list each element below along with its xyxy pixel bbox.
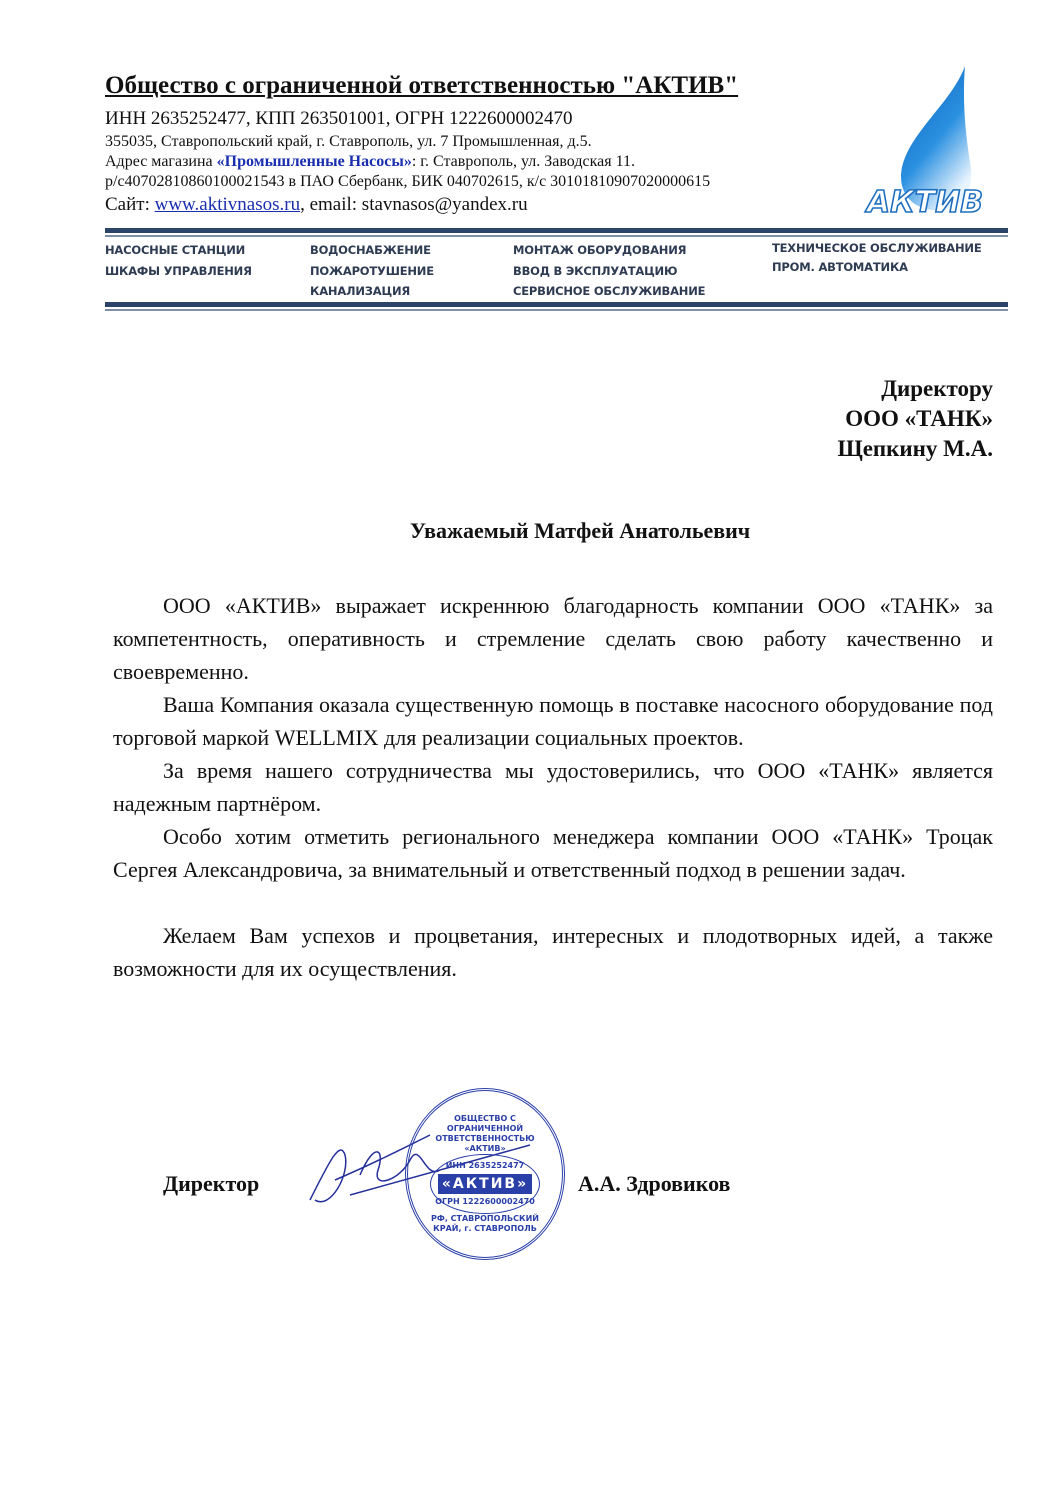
- service-column-4: [772, 239, 982, 277]
- addressee-position: Директору: [881, 376, 993, 401]
- service-item: ПОЖАРОТУШЕНИЕ: [310, 263, 434, 278]
- service-item: ТЕХНИЧЕСКОЕ ОБСЛУЖИВАНИЕ: [772, 241, 982, 255]
- service-item: КАНАЛИЗАЦИЯ: [310, 284, 411, 298]
- shop-name: «Промышленные Насосы»: [216, 153, 412, 170]
- bank-details: р/с40702810860100021543 в ПАО Сбербанк, БИК 040702615, к/с 30101810907020000615: [105, 173, 711, 190]
- service-item: МОНТАЖ ОБОРУДОВАНИЯ: [513, 243, 687, 257]
- company-logo: [840, 62, 1010, 222]
- paragraph: Ваша Компания оказала существенную помощь в поставке насосного оборудование под торговой маркой WELLMIX для реализации социальных проектов.: [113, 692, 993, 750]
- paragraph: ООО «АКТИВ» выражает искреннюю благодарность компании ООО «ТАНК» за компетентность, оперативность и стремление сделать свою работу качественно и своевременно.: [113, 593, 993, 684]
- paragraph: Особо хотим отметить регионального менеджера компании ООО «ТАНК» Троцак Сергея Александровича, за внимательный и ответственный подход в решении задач.: [113, 824, 993, 882]
- company-requisites: ИНН 2635252477, КПП 263501001, ОГРН 1222600002470: [105, 108, 573, 129]
- service-item: ВОДОСНАБЖЕНИЕ: [310, 243, 431, 257]
- logo-text: АКТИВ: [866, 185, 984, 220]
- service-column-3: [513, 240, 705, 302]
- email: , email: stavnasos@yandex.ru: [300, 194, 528, 215]
- company-stamp: [405, 1088, 565, 1260]
- service-item: НАСОСНЫЕ СТАНЦИИ: [105, 243, 246, 257]
- shop-address: [105, 153, 635, 171]
- signer-position: Директор: [163, 1171, 260, 1196]
- addressee: [837, 374, 993, 464]
- addressee-name: Щепкину М.А.: [837, 436, 993, 461]
- service-item: ПРОМ. АВТОМАТИКА: [772, 260, 908, 274]
- service-column-1: [105, 240, 252, 281]
- company-address: 355035, Ставропольский край, г. Ставрополь, ул. 7 Промышленная, д.5.: [105, 133, 592, 150]
- service-item: СЕРВИСНОЕ ОБСЛУЖИВАНИЕ: [513, 284, 706, 298]
- signer-name: А.А. Здровиков: [578, 1171, 731, 1196]
- paragraph: За время нашего сотрудничества мы удостоверились, что ООО «ТАНК» является надежным партнёром.: [113, 758, 993, 816]
- shop-prefix: Адрес магазина: [105, 153, 217, 170]
- contacts: [105, 195, 528, 216]
- header-divider-bottom: [105, 302, 1008, 311]
- stamp-ogrn: ОГРН 1222600002470: [435, 1197, 535, 1206]
- site-link[interactable]: www.aktivnasos.ru: [154, 194, 301, 215]
- service-item: ШКАФЫ УПРАВЛЕНИЯ: [105, 263, 252, 278]
- stamp-outer-text: ОБЩЕСТВО С ОГРАНИЧЕННОЙ ОТВЕТСТВЕННОСТЬЮ «АКТИВ»: [435, 1114, 535, 1153]
- stamp-inn: ИНН 2635252477: [445, 1161, 525, 1170]
- salutation: Уважаемый Матфей Анатольевич: [409, 518, 751, 543]
- stamp-bottom: РФ, СТАВРОПОЛЬСКИЙ КРАЙ, г. СТАВРОПОЛЬ: [431, 1214, 539, 1233]
- shop-street: : г. Ставрополь, ул. Заводская 11.: [411, 153, 635, 170]
- addressee-company: ООО «ТАНК»: [845, 406, 993, 431]
- stamp-center: «АКТИВ»: [438, 1174, 532, 1194]
- company-title: Общество с ограниченной ответственностью "АКТИВ": [105, 72, 739, 99]
- paragraph: Желаем Вам успехов и процветания, интересных и плодотворных идей, а также возможности для их осуществления.: [113, 923, 993, 981]
- service-column-2: [310, 240, 434, 302]
- service-item: ВВОД В ЭКСПЛУАТАЦИЮ: [513, 263, 678, 278]
- header-divider-top: [105, 228, 1008, 237]
- stamp-inner-ring: [430, 1154, 540, 1214]
- letter-body: [113, 589, 993, 985]
- site-label: Сайт:: [105, 194, 155, 215]
